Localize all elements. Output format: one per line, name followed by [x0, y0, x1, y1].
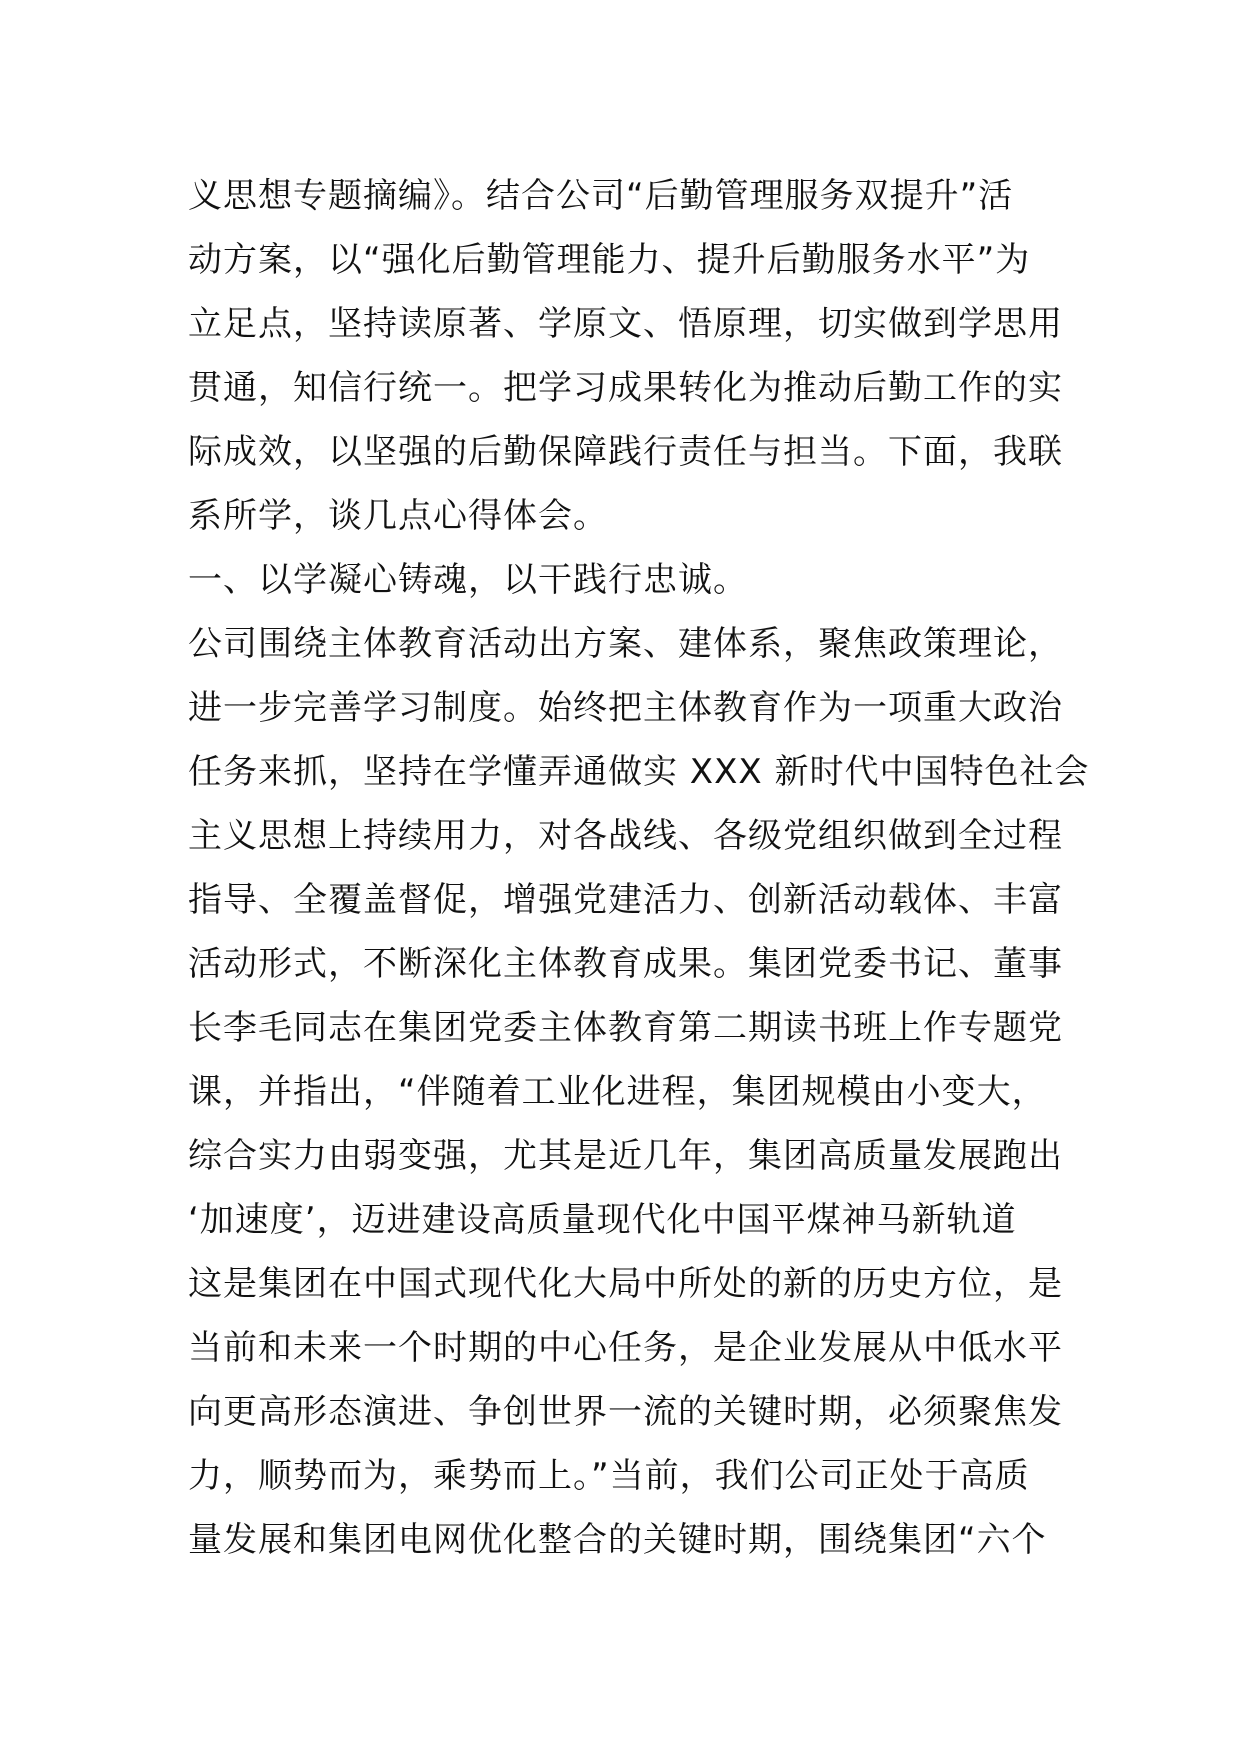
text-line: 课，并指出，“伴随着工业化进程，集团规模由小变大， — [188, 1072, 1047, 1112]
text-line: 主义思想上持续用力，对各战线、各级党组织做到全过程 — [188, 816, 1063, 856]
text-line: 当前和未来一个时期的中心任务，是企业发展从中低水平 — [188, 1328, 1063, 1368]
text-line: 力，顺势而为，乘势而上。”当前，我们公司正处于高质 — [188, 1456, 1030, 1496]
text-line: 立足点，坚持读原著、学原文、悟原理，切实做到学思用 — [188, 304, 1063, 344]
text-line: 活动形式，不断深化主体教育成果。集团党委书记、董事 — [188, 944, 1063, 984]
text-line: 这是集团在中国式现代化大局中所处的新的历史方位，是 — [188, 1264, 1063, 1304]
text-line: 义思想专题摘编》。结合公司“后勤管理服务双提升”活 — [188, 176, 1014, 216]
text-line: 量发展和集团电网优化整合的关键时期，围绕集团“六个 — [188, 1520, 1047, 1560]
text-line: ‘加速度’，迈进建设高质量现代化中国平煤神马新轨道 — [188, 1200, 1017, 1240]
text-line: 贯通，知信行统一。把学习成果转化为推动后勤工作的实 — [188, 368, 1063, 408]
text-line: 向更高形态演进、争创世界一流的关键时期，必须聚焦发 — [188, 1392, 1063, 1432]
text-line: 系所学，谈几点心得体会。 — [188, 496, 608, 536]
text-line: 进一步完善学习制度。始终把主体教育作为一项重大政治 — [188, 688, 1063, 728]
text-line: 际成效，以坚强的后勤保障践行责任与担当。下面，我联 — [188, 432, 1063, 472]
text-line: 综合实力由弱变强，尤其是近几年，集团高质量发展跑出 — [188, 1136, 1063, 1176]
text-line: 长李毛同志在集团党委主体教育第二期读书班上作专题党 — [188, 1008, 1063, 1048]
text-line: 动方案，以“强化后勤管理能力、提升后勤服务水平”为 — [188, 240, 1031, 280]
text-line: 指导、全覆盖督促，增强党建活力、创新活动载体、丰富 — [188, 880, 1063, 920]
text-line: 公司围绕主体教育活动出方案、建体系，聚焦政策理论， — [188, 624, 1063, 664]
section-heading: 一、以学凝心铸魂，以干践行忠诚。 — [188, 560, 748, 600]
text-line: 任务来抓，坚持在学懂弄通做实 XXX 新时代中国特色社会 — [188, 752, 1090, 792]
body-text — [188, 164, 1090, 1572]
